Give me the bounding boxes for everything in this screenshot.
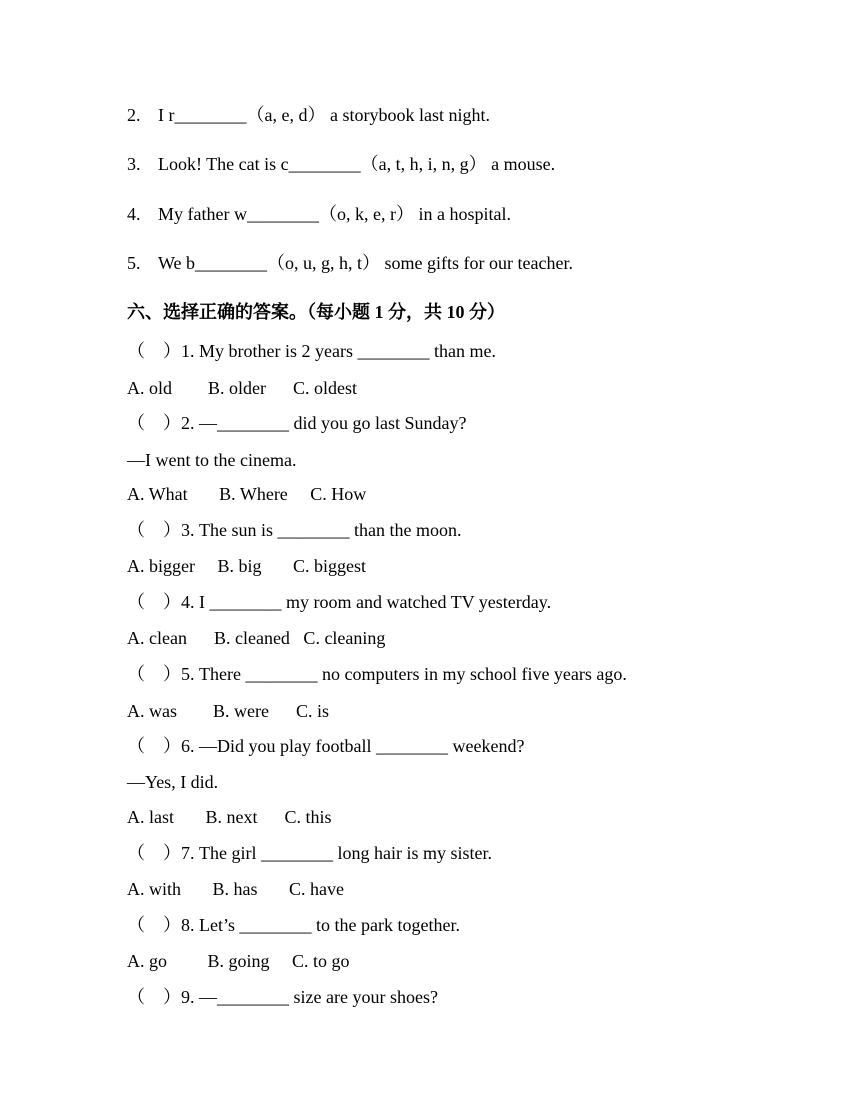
item-number: 4. — [127, 204, 141, 224]
fill-item — [127, 153, 555, 175]
item-number: 5. — [127, 253, 141, 273]
question-line: （ ）7. The girl ________ long hair is my sister. — [127, 843, 492, 863]
options-line: A. bigger B. big C. biggest — [127, 556, 366, 576]
item-text: My father w________（o, k, e, r） in a hospital. — [158, 204, 511, 224]
question-line: （ ）3. The sun is ________ than the moon. — [127, 520, 462, 540]
fill-item — [127, 203, 511, 225]
question-line: （ ）1. My brother is 2 years ________ than me. — [127, 341, 496, 361]
question-line: （ ）6. —Did you play football ________ weekend? — [127, 736, 525, 756]
options-line: A. was B. were C. is — [127, 701, 329, 721]
section-title: 六、选择正确的答案。（每小题 1 分，共 10 分） — [127, 302, 505, 322]
options-line: A. go B. going C. to go — [127, 951, 350, 971]
options-line: A. last B. next C. this — [127, 807, 332, 827]
answer-line: —I went to the cinema. — [127, 450, 297, 470]
question-line: （ ）4. I ________ my room and watched TV yesterday. — [127, 592, 552, 612]
question-line: （ ）2. —________ did you go last Sunday? — [127, 413, 467, 433]
options-line: A. What B. Where C. How — [127, 484, 367, 504]
item-number: 3. — [127, 154, 141, 174]
answer-line: —Yes, I did. — [127, 772, 219, 792]
fill-item — [127, 104, 490, 126]
item-text: Look! The cat is c________（a, t, h, i, n, g） a mouse. — [158, 154, 556, 174]
item-text: I r________（a, e, d） a storybook last night. — [158, 105, 490, 125]
options-line: A. old B. older C. oldest — [127, 378, 357, 398]
question-line: （ ）9. —________ size are your shoes? — [127, 987, 438, 1007]
fill-item — [127, 252, 573, 274]
options-line: A. clean B. cleaned C. cleaning — [127, 628, 386, 648]
options-line: A. with B. has C. have — [127, 879, 344, 899]
question-line: （ ）8. Let’s ________ to the park together. — [127, 915, 460, 935]
item-text: We b________（o, u, g, h, t） some gifts for our teacher. — [158, 253, 573, 273]
item-number: 2. — [127, 105, 141, 125]
question-line: （ ）5. There ________ no computers in my school five years ago. — [127, 664, 627, 684]
